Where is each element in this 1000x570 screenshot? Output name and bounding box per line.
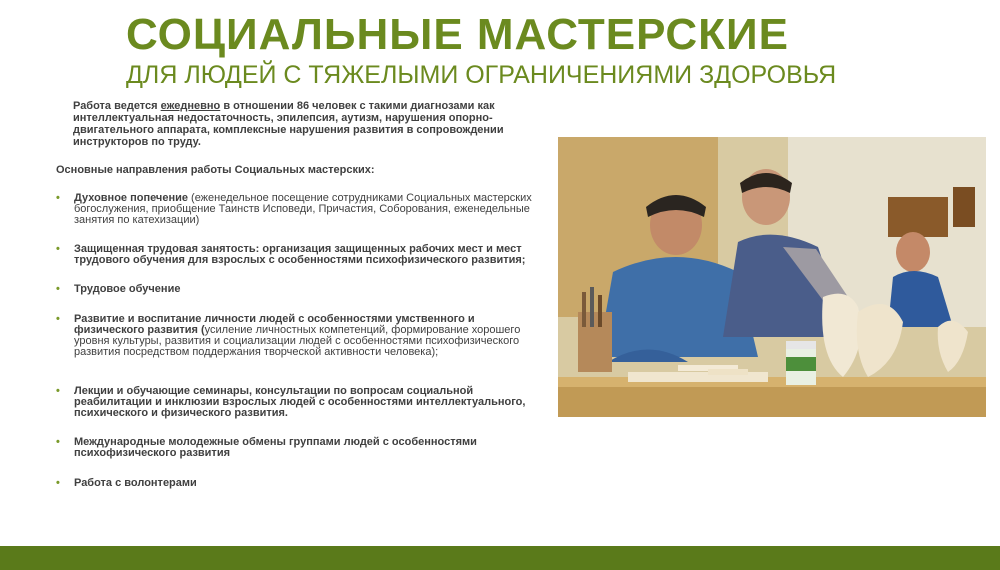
list-item: [56, 437, 534, 459]
item-bold-text: Лекции и обучающие семинары, консультации по вопросам социальной реабилитации и инклюзии взрослых людей с особенностями интеллектуального, психического и физического развития.: [74, 385, 526, 419]
list-item: [56, 244, 534, 266]
bullet-icon: •: [56, 192, 60, 204]
page-title: СОЦИАЛЬНЫЕ МАСТЕРСКИЕ: [126, 10, 789, 59]
bullet-icon: •: [56, 243, 60, 255]
item-bold-text: Духовное попечение: [74, 192, 188, 204]
bullet-icon: •: [56, 283, 60, 295]
bullet-icon: •: [56, 313, 60, 325]
item-bold-text: Работа с волонтерами: [74, 477, 197, 489]
workshop-photo: [558, 137, 986, 417]
item-bold-text: Защищенная трудовая занятость: организация защищенных рабочих мест и мест трудового обучения для взрослых с особенностями психофизического развития;: [74, 243, 526, 266]
intro-paragraph: [73, 100, 543, 148]
list-item: [56, 193, 534, 226]
footer-bar: [0, 546, 1000, 570]
intro-emphasis: ежедневно: [160, 100, 221, 112]
intro-prefix: Работа ведется: [73, 100, 161, 112]
bullet-icon: •: [56, 436, 60, 448]
list-item: [56, 284, 534, 295]
item-normal-text: усиление личностных компетенций, формирование хорошего уровня культуры, развития и социализации людей с особенностями психофизического развития посредством поддержания творческой активности человека);: [74, 324, 521, 358]
list-item: [56, 478, 534, 489]
item-normal-text: (еженедельное посещение сотрудниками Социальных мастерских богослужения, приобщение Таинств Исповеди, Причастия, Соборования, еженедельные занятия по катехизации): [74, 192, 532, 226]
item-bold-text: Международные молодежные обмены группами людей с особенностями психофизического развития: [74, 436, 477, 459]
list-item: [56, 386, 534, 419]
directions-heading: Основные направления работы Социальных мастерских:: [56, 164, 375, 176]
page-subtitle: ДЛЯ ЛЮДЕЙ С ТЯЖЕЛЫМИ ОГРАНИЧЕНИЯМИ ЗДОРОВЬЯ: [126, 61, 837, 89]
bullet-icon: •: [56, 385, 60, 397]
bullet-icon: •: [56, 477, 60, 489]
item-bold-text: Трудовое обучение: [74, 283, 181, 295]
intro-rest: в отношении 86 человек с такими диагнозами как интеллектуальная недостаточность, эпилепсия, аутизм, нарушения опорно-двигательного аппарата, комплексные нарушения развития в сопровождении инструкторов по труду.: [73, 100, 504, 148]
list-item: [56, 314, 534, 358]
item-bold-text: Развитие и воспитание личности людей с особенностями умственного и физического развития (: [74, 313, 475, 336]
